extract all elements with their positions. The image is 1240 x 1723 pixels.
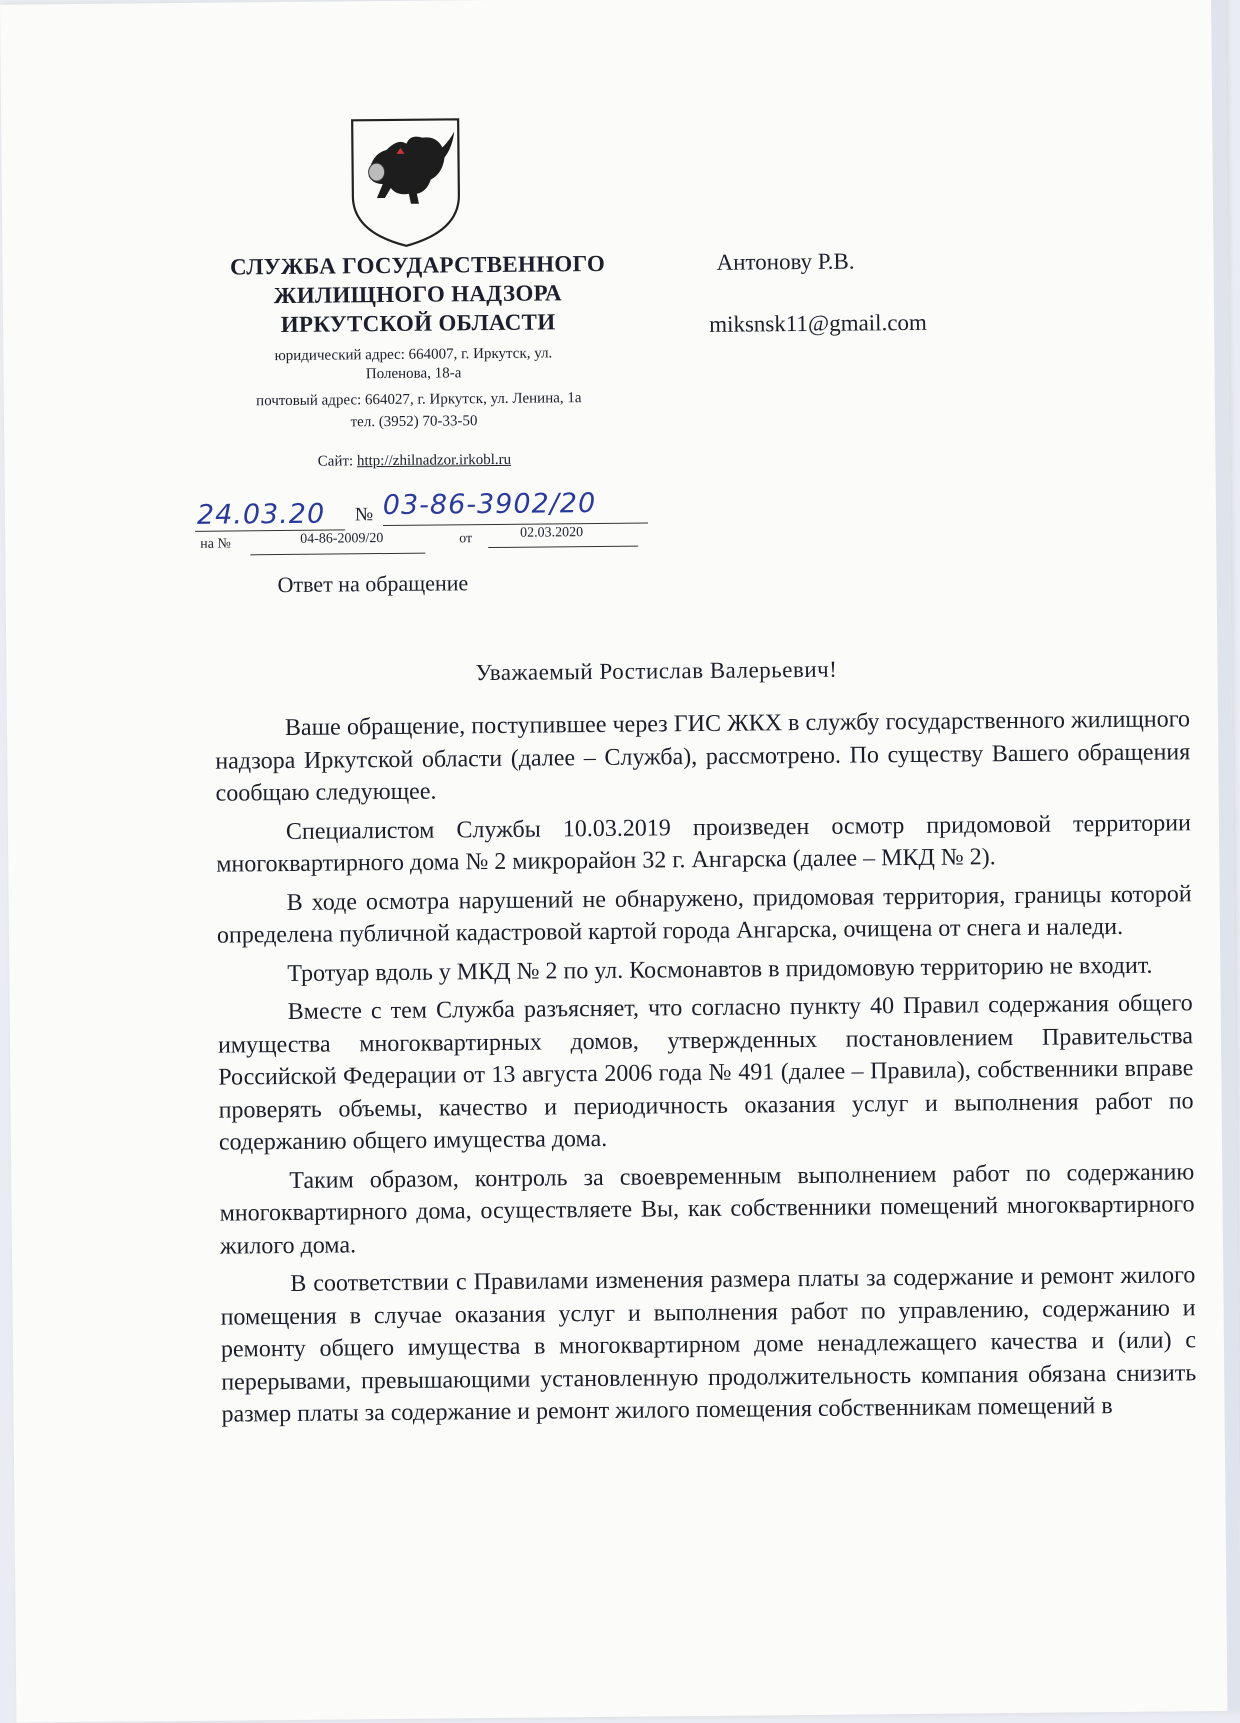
recipient-name: Антонову Р.В.: [716, 248, 855, 275]
paragraph: Вместе с тем Служба разъясняет, что согласно пункту 40 Правил содержания общего имущества многоквартирных домов, утвержденных постановлением Правительства Российской Федерации от 13 августа 2006 года № 491 (далее – Правила), собственники вправе проверять объемы, качество и периодичность оказания услуг и выполнения работ по содержанию общего имущества дома.: [217, 990, 1194, 1156]
website: [204, 450, 624, 473]
legal-address: [203, 344, 623, 386]
letter-subject: Ответ на обращение: [277, 570, 469, 598]
ref-label: на №: [200, 536, 231, 552]
organization-name: [187, 249, 648, 340]
paragraph: Ваше обращение, поступившее через ГИС ЖКХ в службу государственного жилищного надзора Иркутской области (далее – Служба), рассмотрено. По существу Вашего обращения сообщаю следующее.: [215, 706, 1191, 807]
number-underline: [383, 523, 648, 527]
postal-address: почтовый адрес: 664027, г. Иркутск, ул. Ленина, 1а: [256, 390, 582, 410]
paragraph: В ходе осмотра нарушений не обнаружено, придомовая территория, границы которой определена публичной кадастровой картой города Ангарска, очищена от снега и наледи.: [216, 880, 1192, 949]
coat-of-arms-icon: [346, 113, 465, 249]
letter-body: [215, 703, 1197, 1437]
legal-address-line-2: Поленова, 18-а: [365, 365, 462, 383]
site-label: Сайт:: [317, 453, 354, 470]
salutation: Уважаемый Ростислав Валерьевич!: [475, 656, 838, 686]
handwritten-number: 03-86-3902/20: [382, 488, 597, 522]
ref-number: 04-86-2009/20: [300, 531, 384, 547]
paragraph: Специалистом Службы 10.03.2019 произведен осмотр придомовой территории многоквартирного дома № 2 микрорайон 32 г. Ангарска (далее – МКД № 2).: [216, 809, 1192, 878]
paragraph: В соответствии с Правилами изменения размера платы за содержание и ремонт жилого помещения в случае оказания услуг и выполнения работ по управлению, содержанию и ремонту общего имущества в многоквартирном доме ненадлежащего качества и (или) с перерывами, превышающими установленную продолжительность компания обязана снизить размер платы за содержание и ремонт жилого помещения собственникам помещений в: [220, 1262, 1197, 1428]
legal-address-line-1: юридический адрес: 664007, г. Иркутск, ул.: [274, 345, 553, 365]
paragraph: Таким образом, контроль за своевременным выполнением работ по содержанию многоквартирного дома, осуществляете Вы, как собственники помещений многоквартирного жилого дома.: [219, 1158, 1195, 1260]
org-line-3: ИРКУТСКОЙ ОБЛАСТИ: [280, 309, 556, 338]
phone: тел. (3952) 70-33-50: [350, 413, 478, 431]
ref-date: 02.03.2020: [520, 525, 584, 541]
org-line-1: СЛУЖБА ГОСУДАРСТВЕННОГО: [229, 250, 606, 280]
site-link[interactable]: http://zhilnadzor.irkobl.ru: [356, 451, 512, 470]
handwritten-date: 24.03.20: [196, 498, 326, 531]
ref-number-underline: [250, 553, 425, 556]
number-sign: №: [354, 504, 374, 526]
ref-date-underline: [488, 546, 638, 548]
scan-edge: [1211, 0, 1240, 1711]
paragraph: Тротуар вдоль у МКД № 2 по ул. Космонавтов в придомовую территорию не входит.: [287, 952, 1153, 987]
org-line-2: ЖИЛИЩНОГО НАДЗОРА: [273, 280, 563, 309]
ref-from-label: от: [459, 531, 473, 547]
recipient-email: miksnsk11@gmail.com: [709, 309, 927, 337]
